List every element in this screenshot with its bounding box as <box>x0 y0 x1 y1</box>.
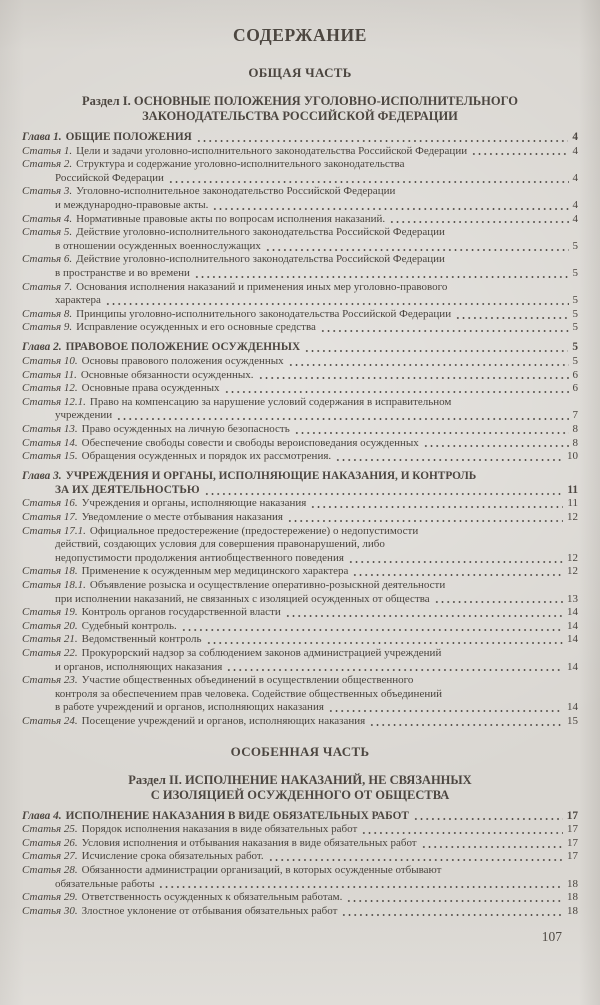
dot-leader <box>412 810 564 824</box>
entry-label: Статья 19. <box>22 606 78 619</box>
entry-page-number: 17 <box>567 823 578 836</box>
toc-line <box>22 620 578 634</box>
toc-entry <box>22 715 578 729</box>
entry-text: Уведомление о месте отбывания наказания <box>81 511 283 524</box>
entry-text: и органов, исполняющих наказания <box>55 660 223 673</box>
toc-line <box>22 437 578 451</box>
toc-line <box>22 579 578 593</box>
toc-entry <box>22 620 578 634</box>
entry-label: Статья 20. <box>22 619 78 632</box>
toc-entry <box>22 606 578 620</box>
dot-leader <box>433 593 564 607</box>
dot-leader <box>293 423 570 437</box>
toc-line <box>22 497 578 511</box>
entry-label: Статья 17.1. <box>22 524 86 537</box>
toc-entry <box>22 321 578 335</box>
entry-page-number: 17 <box>567 836 578 849</box>
dot-leader <box>167 172 570 186</box>
entry-text: Российской Федерации <box>55 171 164 184</box>
toc-line <box>22 294 578 308</box>
entry-label: Статья 10. <box>22 355 78 367</box>
entry-page-number: 12 <box>567 551 578 564</box>
dot-leader <box>347 552 564 566</box>
entry-label: Статья 22. <box>22 646 78 659</box>
table-of-contents <box>22 65 578 918</box>
entry-text: Право осужденных на личную безопасность <box>81 422 290 435</box>
toc-entry <box>22 158 578 185</box>
entry-text: Условия исполнения и отбывания наказания в виде обязательных работ <box>81 836 417 849</box>
section-title <box>22 94 578 124</box>
toc-entry <box>22 837 578 851</box>
toc-entry <box>22 437 578 451</box>
entry-label: Статья 12.1. <box>22 395 86 408</box>
toc-line <box>22 823 578 837</box>
toc-line <box>22 810 578 824</box>
entry-label: Статья 6. <box>22 253 73 266</box>
dot-leader <box>203 484 565 498</box>
entry-text: ЗА ИХ ДЕЯТЕЛЬНОСТЬЮ <box>55 483 200 496</box>
entry-page-number: 14 <box>567 660 578 673</box>
dot-leader <box>115 409 569 423</box>
toc-line <box>22 185 578 199</box>
toc-line <box>22 450 578 464</box>
toc-entry <box>22 674 578 715</box>
entry-label: Статья 9. <box>22 321 73 334</box>
toc-line <box>22 878 578 892</box>
toc-line <box>22 661 578 675</box>
entry-text: Нормативные правовые акты по вопросам исполнения наказаний. <box>76 212 386 225</box>
toc-line <box>22 409 578 423</box>
dot-leader <box>223 382 570 396</box>
dot-leader <box>360 823 564 837</box>
section-title <box>22 773 578 803</box>
entry-page-number: 10 <box>567 450 578 463</box>
toc-line <box>22 525 578 539</box>
entry-label: Статья 29. <box>22 891 78 904</box>
dot-leader <box>267 850 564 864</box>
entry-text: Злостное уклонение от отбывания обязательных работ <box>81 904 338 917</box>
entry-label: Статья 8. <box>22 307 73 320</box>
entry-label: Статья 13. <box>22 422 78 435</box>
entry-label: Статья 17. <box>22 511 78 524</box>
entry-text: в отношении осужденных военнослужащих <box>55 239 261 252</box>
toc-line <box>22 158 578 172</box>
toc-entry <box>22 470 578 497</box>
entry-label: Глава 2. <box>22 341 62 354</box>
entry-text: Основания исполнения наказаний и применения иных мер уголовно-правового <box>76 280 448 293</box>
entry-label: Глава 3. <box>22 470 62 483</box>
toc-line <box>22 633 578 647</box>
entry-page-number: 6 <box>572 382 578 395</box>
entry-page-number: 8 <box>572 436 578 449</box>
toc-line <box>22 355 578 369</box>
entry-page-number: 7 <box>572 409 578 422</box>
entry-label: Статья 15. <box>22 450 78 463</box>
toc-entry <box>22 226 578 253</box>
entry-page-number: 5 <box>572 307 578 320</box>
toc-line <box>22 253 578 267</box>
entry-text: Основы правового положения осужденных <box>81 355 284 367</box>
entry-page-number: 11 <box>567 483 578 496</box>
entry-page-number: 18 <box>567 891 578 904</box>
entry-text: Принципы уголовно-исполнительного законодательства Российской Федерации <box>76 307 452 320</box>
entry-label: Статья 7. <box>22 280 73 293</box>
dot-leader <box>309 497 564 511</box>
toc-line <box>22 715 578 729</box>
toc-entry <box>22 497 578 511</box>
entry-text: Основные обязанности осужденных. <box>80 368 254 381</box>
entry-page-number: 5 <box>572 321 578 334</box>
toc-line <box>22 226 578 240</box>
toc-entry <box>22 369 578 383</box>
entry-label: Статья 3. <box>22 185 73 198</box>
entry-text: Применение к осужденным мер медицинского характера <box>81 565 349 578</box>
entry-page-number: 14 <box>567 619 578 632</box>
entry-text: Участие общественных объединений в осуществлении общественного <box>81 674 414 687</box>
toc-line <box>22 267 578 281</box>
dot-leader <box>195 131 570 145</box>
toc-line <box>22 593 578 607</box>
entry-label: Статья 28. <box>22 863 78 876</box>
toc-line <box>22 281 578 295</box>
entry-label: Статья 11. <box>22 368 77 381</box>
entry-text: недопустимости продолжения антиобщественного поведения <box>55 551 344 564</box>
toc-line <box>22 341 578 355</box>
toc-line <box>22 538 578 552</box>
toc-line <box>22 369 578 383</box>
toc-list <box>22 131 578 729</box>
entry-page-number: 17 <box>567 850 578 863</box>
toc-line <box>22 552 578 566</box>
toc-entry <box>22 253 578 280</box>
toc-line <box>22 688 578 702</box>
entry-page-number: 14 <box>567 701 578 714</box>
toc-entry <box>22 810 578 824</box>
dot-leader <box>388 213 569 227</box>
entry-text: Официальное предостережение (предостережение) о недопустимости <box>89 524 419 537</box>
dot-leader <box>264 240 570 254</box>
dot-leader <box>180 620 564 634</box>
toc-line <box>22 484 578 498</box>
section-title-line: ЗАКОНОДАТЕЛЬСТВА РОССИЙСКОЙ ФЕДЕРАЦИИ <box>142 109 458 123</box>
toc-entry <box>22 633 578 647</box>
folio-number: 107 <box>541 929 562 945</box>
toc-entry <box>22 213 578 227</box>
entry-text: при исполнении наказаний, не связанных с изоляцией осужденных от общества <box>55 592 430 605</box>
dot-leader <box>257 369 570 383</box>
entry-text: характера <box>55 294 101 307</box>
dot-leader <box>351 565 564 579</box>
dot-leader <box>157 878 564 892</box>
toc-line <box>22 423 578 437</box>
entry-text: ПРАВОВОЕ ПОЛОЖЕНИЕ ОСУЖДЕННЫХ <box>65 341 301 354</box>
entry-page-number: 8 <box>572 422 578 435</box>
entry-text: Контроль органов государственной власти <box>81 606 281 619</box>
entry-text: Цели и задачи уголовно-исполнительного законодательства Российской Федерации <box>76 144 468 157</box>
toc-line <box>22 606 578 620</box>
toc-section <box>22 744 578 919</box>
entry-text: Посещение учреждений и органов, исполняющих наказания <box>81 714 366 727</box>
entry-text: Обращения осужденных и порядок их рассмотрения. <box>81 450 332 463</box>
toc-line <box>22 674 578 688</box>
entry-text: Действие уголовно-исполнительного законодательства Российской Федерации <box>76 253 445 266</box>
toc-entry <box>22 382 578 396</box>
entry-text: Объявление розыска и осуществление оперативно-розыскной деятельности <box>89 579 446 591</box>
toc-entry <box>22 355 578 369</box>
entry-text: учреждении <box>55 409 113 422</box>
part-heading: ОБЩАЯ ЧАСТЬ <box>248 65 352 80</box>
entry-text: Структура и содержание уголовно-исполнительного законодательства <box>76 158 405 171</box>
toc-entry <box>22 579 578 606</box>
entry-page-number: 18 <box>567 877 578 890</box>
dot-leader <box>470 145 569 159</box>
entry-text: Обязанности администрации организаций, в которых осужденные отбывают <box>81 863 442 876</box>
dot-leader <box>284 606 564 620</box>
toc-entry <box>22 864 578 891</box>
toc-entry <box>22 423 578 437</box>
dot-leader <box>454 308 569 322</box>
dot-leader <box>327 701 564 715</box>
toc-line <box>22 891 578 905</box>
dot-leader <box>340 905 564 919</box>
toc-line <box>22 565 578 579</box>
dot-leader <box>193 267 570 281</box>
section-title-line: С ИЗОЛЯЦИЕЙ ОСУЖДЕННОГО ОТ ОБЩЕСТВА <box>150 787 450 802</box>
entry-label: Статья 27. <box>22 850 78 863</box>
dot-leader <box>287 355 570 369</box>
entry-page-number: 4 <box>572 198 578 211</box>
entry-text: действий, создающих условия для совершения правонарушений, либо <box>55 538 385 551</box>
entry-text: обязательные работы <box>55 877 155 890</box>
entry-text: Право на компенсацию за нарушение условий содержания в исправительном <box>89 395 452 408</box>
entry-text: в работе учреждений и органов, исполняющих наказания <box>55 701 324 714</box>
toc-line <box>22 213 578 227</box>
entry-page-number: 4 <box>572 212 578 225</box>
entry-page-number: 5 <box>572 341 578 354</box>
entry-label: Глава 4. <box>22 809 62 822</box>
entry-text: Ведомственный контроль <box>81 633 202 646</box>
entry-text: Исправление осужденных и его основные средства <box>76 321 316 334</box>
toc-entry <box>22 281 578 308</box>
dot-leader <box>319 321 570 335</box>
entry-page-number: 11 <box>567 497 578 510</box>
dot-leader <box>422 437 570 451</box>
entry-page-number: 4 <box>572 144 578 157</box>
entry-page-number: 17 <box>566 809 578 822</box>
toc-entry <box>22 131 578 145</box>
toc-entry <box>22 145 578 159</box>
entry-page-number: 12 <box>567 511 578 524</box>
entry-text: и международно-правовые акты. <box>55 198 209 211</box>
entry-page-number: 4 <box>572 171 578 184</box>
dot-leader <box>420 837 564 851</box>
toc-line <box>22 131 578 145</box>
dot-leader <box>368 715 564 729</box>
entry-text: УЧРЕЖДЕНИЯ И ОРГАНЫ, ИСПОЛНЯЮЩИЕ НАКАЗАНИЯ, И КОНТРОЛЬ <box>65 470 477 483</box>
toc-line <box>22 647 578 661</box>
toc-line <box>22 701 578 715</box>
dot-leader <box>303 341 569 355</box>
toc-line <box>22 511 578 525</box>
entry-page-number: 18 <box>567 904 578 917</box>
entry-text: Действие уголовно-исполнительного законодательства Российской Федерации <box>76 226 445 239</box>
toc-line <box>22 145 578 159</box>
toc-line <box>22 240 578 254</box>
toc-entry <box>22 565 578 579</box>
entry-label: Статья 23. <box>22 674 78 687</box>
entry-label: Статья 4. <box>22 212 73 225</box>
entry-label: Статья 25. <box>22 823 78 836</box>
dot-leader <box>225 661 564 675</box>
toc-entry <box>22 511 578 525</box>
entry-text: Судебный контроль. <box>81 619 177 632</box>
entry-label: Статья 24. <box>22 714 78 727</box>
toc-line <box>22 396 578 410</box>
toc-line <box>22 905 578 919</box>
entry-label: Статья 14. <box>22 436 78 449</box>
dot-leader <box>104 294 570 308</box>
entry-page-number: 5 <box>572 294 578 307</box>
entry-label: Статья 18. <box>22 565 78 578</box>
toc-section <box>22 65 578 729</box>
entry-page-number: 12 <box>567 565 578 578</box>
dot-leader <box>211 199 569 213</box>
entry-text: Обеспечение свободы совести и свободы вероисповедания осужденных <box>81 436 419 449</box>
section-title-line: Раздел II. ИСПОЛНЕНИЕ НАКАЗАНИЙ, НЕ СВЯЗАННЫХ <box>128 772 472 787</box>
dot-leader <box>286 511 564 525</box>
toc-entry <box>22 647 578 674</box>
toc-line <box>22 321 578 335</box>
entry-text: Исчисление срока обязательных работ. <box>81 850 264 863</box>
entry-text: в пространстве и во времени <box>55 266 190 279</box>
page-title: СОДЕРЖАНИЕ <box>232 25 367 45</box>
entry-label: Статья 26. <box>22 836 78 849</box>
entry-page-number: 4 <box>572 131 578 143</box>
entry-label: Статья 21. <box>22 633 78 646</box>
entry-page-number: 5 <box>572 239 578 252</box>
entry-text: Основные права осужденных <box>81 382 220 395</box>
entry-text: контроля за обеспечением прав человека. Содействие общественных объединений <box>55 687 442 700</box>
toc-line <box>22 382 578 396</box>
toc-line <box>22 864 578 878</box>
toc-line <box>22 172 578 186</box>
entry-text: Порядок исполнения наказания в виде обязательных работ <box>81 823 358 836</box>
dot-leader <box>205 633 564 647</box>
toc-entry <box>22 450 578 464</box>
entry-text: Уголовно-исполнительное законодательство Российской Федерации <box>76 185 396 198</box>
entry-label: Статья 16. <box>22 497 78 510</box>
part-heading: ОСОБЕННАЯ ЧАСТЬ <box>230 743 370 759</box>
entry-page-number: 5 <box>572 355 578 367</box>
entry-label: Статья 2. <box>22 158 73 171</box>
entry-label: Статья 18.1. <box>22 579 86 591</box>
entry-page-number: 14 <box>567 606 578 619</box>
entry-text: Ответственность осужденных к обязательным работам. <box>81 891 343 904</box>
toc-line <box>22 199 578 213</box>
toc-list <box>22 810 578 919</box>
entry-page-number: 14 <box>567 633 578 646</box>
dot-leader <box>345 891 564 905</box>
entry-label: Статья 30. <box>22 904 78 917</box>
toc-entry <box>22 525 578 566</box>
section-title-line: Раздел I. ОСНОВНЫЕ ПОЛОЖЕНИЯ УГОЛОВНО-ИСПОЛНИТЕЛЬНОГО <box>82 94 518 108</box>
toc-entry <box>22 891 578 905</box>
toc-line <box>22 837 578 851</box>
toc-entry <box>22 905 578 919</box>
toc-entry <box>22 396 578 423</box>
entry-text: Учреждения и органы, исполняющие наказания <box>81 497 307 510</box>
entry-text: ИСПОЛНЕНИЕ НАКАЗАНИЯ В ВИДЕ ОБЯЗАТЕЛЬНЫХ РАБОТ <box>65 809 409 822</box>
dot-leader <box>334 450 564 464</box>
toc-line <box>22 308 578 322</box>
toc-entry <box>22 341 578 355</box>
entry-label: Статья 12. <box>22 382 78 395</box>
toc-line <box>22 470 578 484</box>
toc-line <box>22 850 578 864</box>
entry-page-number: 13 <box>567 592 578 605</box>
entry-text: ОБЩИЕ ПОЛОЖЕНИЯ <box>65 131 192 143</box>
entry-page-number: 5 <box>572 266 578 279</box>
entry-label: Статья 5. <box>22 226 73 239</box>
entry-text: Прокурорский надзор за соблюдением законов администрацией учреждений <box>81 646 442 659</box>
entry-page-number: 15 <box>567 714 578 727</box>
entry-label: Статья 1. <box>22 144 73 157</box>
toc-entry <box>22 850 578 864</box>
toc-entry <box>22 185 578 212</box>
entry-page-number: 6 <box>572 368 578 381</box>
entry-label: Глава 1. <box>22 131 62 143</box>
toc-entry <box>22 823 578 837</box>
toc-entry <box>22 308 578 322</box>
